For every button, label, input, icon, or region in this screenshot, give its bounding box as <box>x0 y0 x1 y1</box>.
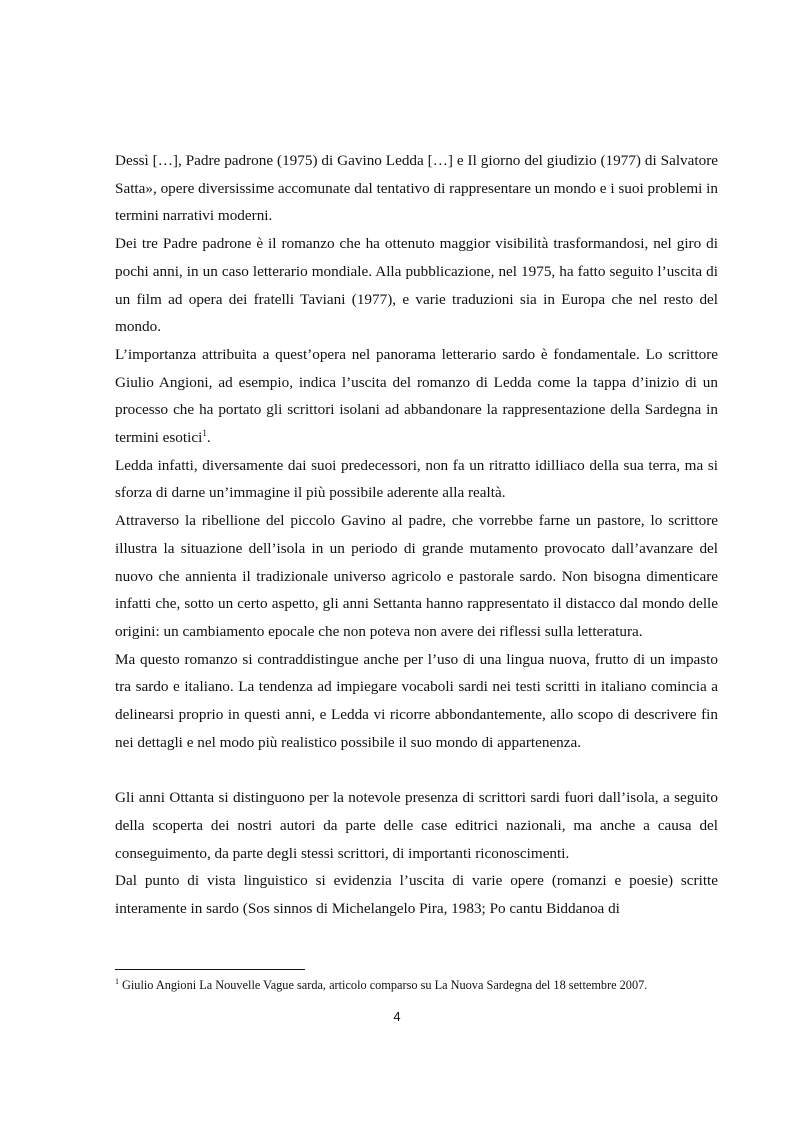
footnote-marker: 1 <box>115 976 119 986</box>
footnote <box>115 977 735 993</box>
paragraph-end-punctuation: . <box>206 429 211 447</box>
paragraph: Dal punto di vista linguistico si evidenzia l’uscita di varie opere (romanzi e poesie) scritte interamente in sardo (Sos sinnos di Michelangelo Pira, 1983; Po cantu Biddanoa di <box>115 872 718 917</box>
paragraph: Dei tre Padre padrone è il romanzo che ha ottenuto maggior visibilità trasformandosi, nel giro di pochi anni, in un caso letterario mondiale. Alla pubblicazione, nel 1975, ha fatto seguito l’uscita di un film ad opera dei fratelli Taviani (1977), e varie traduzioni sia in Europa che nel resto del mondo. <box>115 235 718 336</box>
paragraph-text: L’importanza attribuita a quest’opera nel panorama letterario sardo è fondamentale. Lo scrittore Giulio Angioni, ad esempio, indica l’uscita del romanzo di Ledda come la tappa d’inizio di un processo che ha portato gli scrittori isolani ad abbandonare la rappresentazione della Sardegna in termini esotici <box>115 345 718 447</box>
paragraph <box>115 341 718 452</box>
body-text <box>115 147 718 923</box>
footnote-text: Giulio Angioni La Nouvelle Vague sarda, articolo comparso su La Nuova Sardegna del 18 settembre 2007. <box>122 978 648 992</box>
paragraph: Ma questo romanzo si contraddistingue anche per l’uso di una lingua nuova, frutto di un impasto tra sardo e italiano. La tendenza ad impiegare vocaboli sardi nei testi scritti in italiano comincia a delinearsi proprio in questi anni, e Ledda vi ricorre abbondantemente, allo scopo di descrivere fin nei dettagli e nel modo più realistico possibile il suo mondo di appartenenza. <box>115 650 718 751</box>
paragraph: Ledda infatti, diversamente dai suoi predecessori, non fa un ritratto idilliaco della sua terra, ma si sforza di darne un’immagine il più possibile aderente alla realtà. <box>115 456 718 502</box>
footnote-reference[interactable]: 1 <box>202 427 207 438</box>
paragraph: Gli anni Ottanta si distinguono per la notevole presenza di scrittori sardi fuori dall’isola, a seguito della scoperta dei nostri autori da parte delle case editrici nazionali, ma anche a causa del conseguimento, da parte degli stessi scrittori, di importanti riconoscimenti. <box>115 789 718 862</box>
paragraph: Dessì […], Padre padrone (1975) di Gavino Ledda […] e Il giorno del giudizio (1977) di Salvatore Satta», opere diversissime accomunate dal tentativo di rappresentare un mondo e i suoi problemi in termini narrativi moderni. <box>115 152 718 225</box>
footnote-separator <box>115 969 305 970</box>
paragraph: Attraverso la ribellione del piccolo Gavino al padre, che vorrebbe farne un pastore, lo scrittore illustra la situazione dell’isola in un periodo di grande mutamento provocato dall’avanzare del nuovo che annienta il tradizionale universo agricolo e pastorale sardo. Non bisogna dimenticare infatti che, sotto un certo aspetto, gli anni Settanta hanno rappresentato il distacco dal mondo delle origini: un cambiamento epocale che non poteva non avere dei riflessi sulla letteratura. <box>115 512 718 640</box>
page-number: 4 <box>393 1009 401 1024</box>
